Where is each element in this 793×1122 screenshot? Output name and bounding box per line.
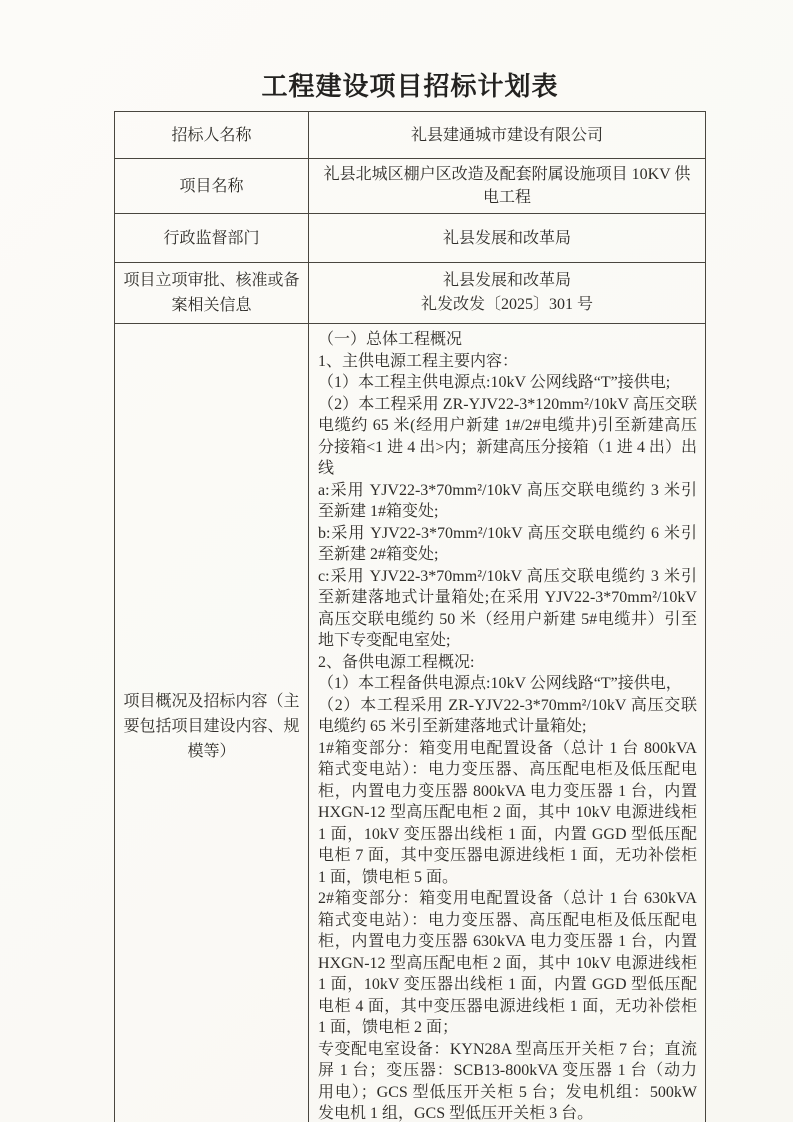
- document-title: 工程建设项目招标计划表: [261, 72, 559, 101]
- bidding-plan-table: [114, 111, 706, 1122]
- approval-info-value: [309, 263, 705, 323]
- project-overview-label: 项目概况及招标内容（主要包括项目建设内容、规模等）: [115, 324, 309, 1122]
- approval-info-label: 项目立项审批、核准或备案相关信息: [115, 263, 309, 323]
- project-name-value: 礼县北城区棚户区改造及配套附属设施项目 10KV 供电工程: [323, 166, 691, 206]
- approval-document-number: 礼发改发〔2025〕301 号: [420, 296, 593, 313]
- supervision-department-label: 行政监督部门: [115, 214, 309, 262]
- project-name-label: 项目名称: [115, 159, 309, 213]
- overview-paragraph: （2）本工程采用 ZR-YJV22-3*70mm²/10kV 高压交联电缆约 65 米引至新建落地式计量箱处;: [318, 696, 697, 735]
- overview-paragraph: c:采用 YJV22-3*70mm²/10kV 高压交联电缆约 3 米引至新建落地式计量箱处;在采用 YJV22-3*70mm²/10kV 高压交联电缆约 50 米（经用户新建 5#电缆井）引至地下专变配电室处;: [318, 567, 697, 649]
- overview-paragraph: （1）本工程主供电源点:10kV 公网线路“T”接供电;: [318, 374, 671, 391]
- overview-paragraph: a:采用 YJV22-3*70mm²/10kV 高压交联电缆约 3 米引至新建 1#箱变处;: [318, 481, 697, 520]
- table-row-project-name: [115, 158, 705, 213]
- bidder-name-value: 礼县建通城市建设有限公司: [410, 126, 603, 144]
- supervision-department-value: 礼县发展和改革局: [442, 229, 571, 247]
- bidder-name-label: 招标人名称: [115, 112, 309, 158]
- overview-paragraph: 2、备供电源工程概况:: [318, 653, 475, 671]
- overview-paragraph: 专变配电室设备：KYN28A 型高压开关柜 7 台；直流屏 1 台；变压器：SCB13-800kVA 变压器 1 台（动力用电）；GCS 型低压开关柜 5 台；发电机组：500kW 发电机 1 组，GCS 型低压开关柜 3 台。: [318, 1040, 697, 1122]
- table-row-bidder-name: [115, 112, 705, 158]
- overview-paragraph: 2#箱变部分：箱变用电配置设备（总计 1 台 630kVA 箱式变电站）：电力变压器、高压配电柜及低压配电柜，内置电力变压器 630kVA 电力变压器 1 台，内置 HXGN-12 型高压配电柜 2 面，其中 10kV 电源进线柜 1 面，10kV 变压器出线柜 1 面，内置 GGD 型低压配电柜 4 面，其中变压器电源进线柜 1 面，无功补偿柜 1 面，馈电柜 2 面；: [318, 890, 697, 1036]
- table-row-project-overview: [115, 323, 705, 1122]
- overview-paragraph: b:采用 YJV22-3*70mm²/10kV 高压交联电缆约 6 米引至新建 2#箱变处;: [318, 524, 697, 563]
- table-row-supervision-department: [115, 213, 705, 262]
- overview-paragraph: 1#箱变部分：箱变用电配置设备（总计 1 台 800kVA 箱式变电站）：电力变压器、高压配电柜及低压配电柜，内置电力变压器 800kVA 电力变压器 1 台，内置 HXGN-12 型高压配电柜 2 面，其中 10kV 电源进线柜 1 面，10kV 变压器出线柜 1 面，内置 GGD 型低压配电柜 7 面，其中变压器电源进线柜 1 面，无功补偿柜 1 面，馈电柜 5 面。: [318, 739, 697, 886]
- overview-paragraph: （2）本工程采用 ZR-YJV22-3*120mm²/10kV 高压交联电缆约 65 米(经用户新建 1#/2#电缆井)引至新建高压分接箱<1 进 4 出>内；新建高压分接箱（1 进 4 出）出线: [318, 395, 697, 477]
- overview-paragraph: （1）本工程备供电源点:10kV 公网线路“T”接供电，: [318, 675, 682, 692]
- overview-paragraph: 1、主供电源工程主要内容：: [318, 352, 519, 370]
- table-row-approval-info: [115, 262, 705, 323]
- project-overview-value: [309, 324, 705, 1122]
- approval-authority: 礼县发展和改革局: [442, 272, 571, 289]
- overview-paragraph: （一）总体工程概况: [318, 331, 463, 348]
